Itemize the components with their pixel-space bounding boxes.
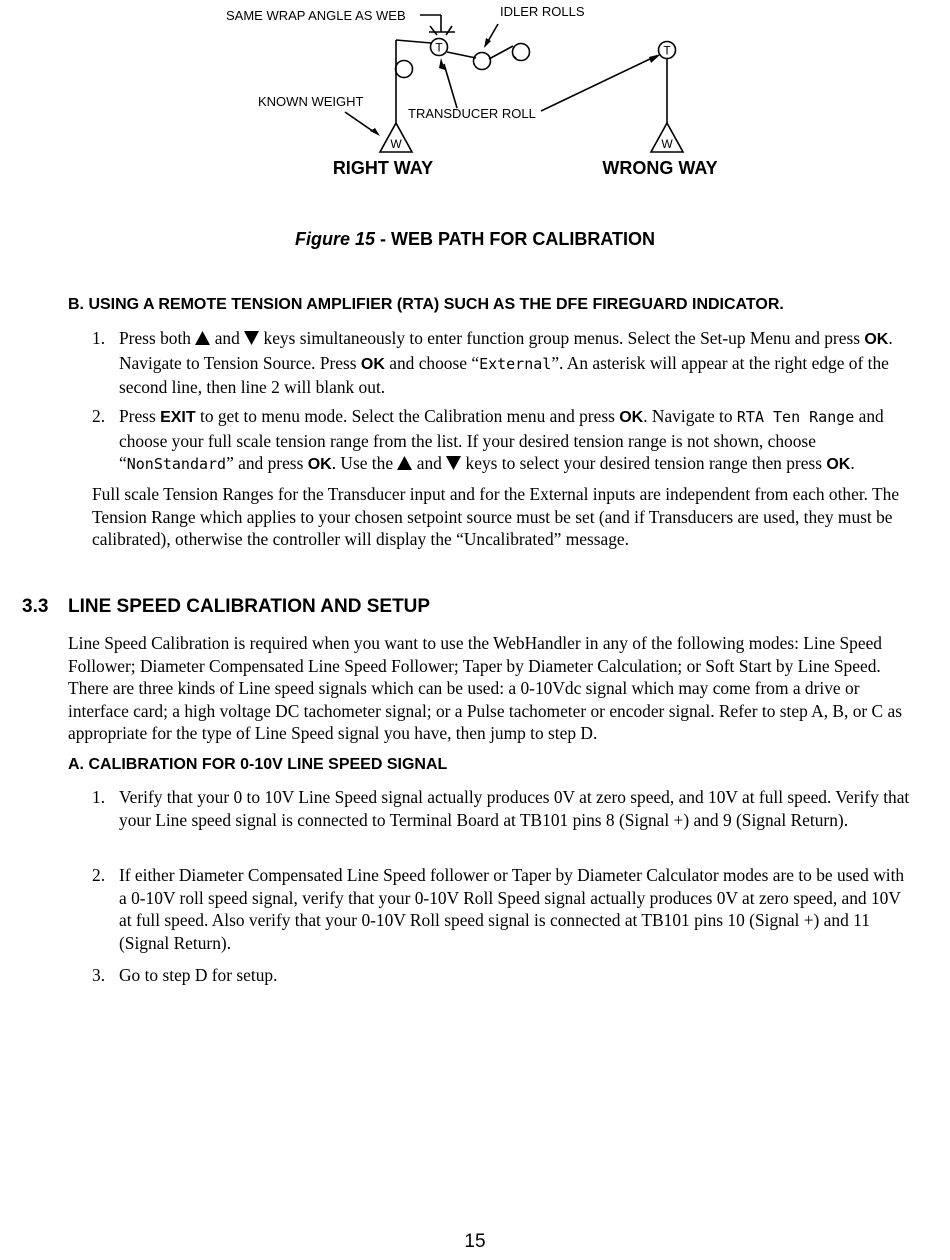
wrap-tick-right <box>446 26 452 35</box>
wrong-way-arrowhead <box>649 54 661 63</box>
item-body <box>119 405 932 477</box>
item-body: Verify that your 0 to 10V Line Speed signal actually produces 0V at zero speed, and 10V at full speed. Verify that your Line speed signal is connected to Terminal Board at TB101 pins 8 (Signal +) and 9 (Signal Return). <box>119 787 910 830</box>
subsection-a-item-2 <box>92 864 912 954</box>
known-weight-arrowhead <box>370 128 380 136</box>
text-run: ” and press <box>226 453 308 473</box>
ok-key-label: OK <box>864 331 889 348</box>
menu-option-rta-ten-range: RTA Ten Range <box>736 408 855 426</box>
text-run: . Navigate to <box>643 406 737 426</box>
caption-separator: - <box>375 229 392 249</box>
item-number: 1. <box>92 328 106 348</box>
wrong-way-roll-letter: T <box>663 43 671 58</box>
label-right-way: RIGHT WAY <box>332 158 434 178</box>
subsection-a-heading: A. CALIBRATION FOR 0-10V LINE SPEED SIGNAL <box>68 756 448 773</box>
idler-roll-2 <box>513 44 530 61</box>
caption-title: WEB PATH FOR CALIBRATION <box>391 229 655 249</box>
section-b-item-1 <box>92 327 932 399</box>
text-run: keys simultaneously to enter function group menus. Select the Set-up Menu and press <box>259 328 865 348</box>
text-run: ”. An asterisk will appear at the right edge of the second line, then line 2 will blank out. <box>119 352 889 397</box>
section-number: 3.3 <box>22 596 49 617</box>
item-number: 2. <box>92 406 106 426</box>
item-number: 2. <box>92 865 106 885</box>
text-run: and choose “ <box>384 352 480 373</box>
ok-key-label: OK <box>826 456 851 473</box>
section-b-paragraph: Full scale Tension Ranges for the Transducer input and for the External inputs are independent from each other. The Tension Range which applies to your chosen setpoint source must be set (and if Transducers are used, they must be calibrated), otherwise the controller will display the “Uncalibrated” message. <box>92 484 900 549</box>
section-b-heading: B. USING A REMOTE TENSION AMPLIFIER (RTA) SUCH AS THE DFE FIREGUARD INDICATOR. <box>68 296 784 313</box>
ok-key-label: OK <box>360 355 385 373</box>
label-wrong-way: WRONG WAY <box>602 158 718 178</box>
item-body: If either Diameter Compensated Line Speed follower or Taper by Diameter Calculator modes are to be used with a 0-10V roll speed signal, verify that your 0-10V Roll Speed signal actually produces 0V at zero speed, and 10V at full speed. Also verify that your 0-10V Roll speed signal is connected at TB101 pins 10 (Signal +) and 11 (Signal Return). <box>119 865 905 953</box>
idler-roll-1 <box>474 53 491 70</box>
section-b-item-2 <box>92 405 932 477</box>
text-run: and choose your full scale tension range from the list. If your desired tension range is not shown, choose “ <box>119 406 884 473</box>
subsection-a-item-3 <box>92 964 912 987</box>
item-number: 3. <box>92 965 106 985</box>
text-run: . Use the <box>331 453 398 473</box>
menu-option-external: External <box>479 354 552 373</box>
text-run: to get to menu mode. Select the Calibration menu and press <box>195 406 620 426</box>
figure-ref: Figure 15 <box>294 229 376 249</box>
text-run: . <box>850 453 855 473</box>
exit-key-label: EXIT <box>160 409 196 426</box>
text-run: . Navigate to Tension Source. Press <box>119 328 893 373</box>
up-triangle-icon <box>195 331 210 345</box>
item-body <box>119 327 932 399</box>
text-run: keys to select your desired tension range then press <box>461 453 827 473</box>
label-transducer-roll: TRANSDUCER ROLL <box>408 106 536 121</box>
web-line-between-idlers <box>489 46 513 59</box>
known-weight-arrow <box>345 112 374 132</box>
ok-key-label: OK <box>619 409 644 426</box>
section-title: LINE SPEED CALIBRATION AND SETUP <box>68 596 431 617</box>
web-line-to-idler <box>447 52 476 58</box>
text-run: and <box>210 328 245 348</box>
label-idler-rolls: IDLER ROLLS <box>500 4 585 19</box>
web-line-to-transducer <box>396 40 431 43</box>
down-triangle-icon <box>446 456 461 470</box>
transducer-to-wrong-arrow <box>541 58 652 111</box>
left-roll <box>396 61 413 78</box>
label-same-wrap-angle: SAME WRAP ANGLE AS WEB <box>226 8 406 23</box>
subsection-a-item-1 <box>92 786 912 831</box>
label-known-weight: KNOWN WEIGHT <box>258 94 364 109</box>
page-number: 15 <box>464 1231 486 1252</box>
wrap-tick-left <box>430 26 437 35</box>
text-run: and <box>412 453 447 473</box>
down-triangle-icon <box>244 331 259 345</box>
ok-key-label: OK <box>307 456 332 473</box>
weight-letter-right: W <box>390 137 402 151</box>
transducer-roll-letter: T <box>435 40 443 55</box>
section-intro: Line Speed Calibration is required when you want to use the WebHandler in any of the following modes: Line Speed Follower; Diameter Compensated Line Speed Follower; Taper by Diameter Calculation; or Soft Start by Line Speed. There are three kinds of Line speed signals which can be used: a 0-10Vdc signal which may come from a drive or interface card; a high voltage DC tachometer signal; or a Pulse tachometer or encoder signal. Refer to step A, B, or C as appropriate for the type of Line Speed signal you have, then jump to step D. <box>68 633 902 743</box>
transducer-roll-arrow <box>444 64 457 108</box>
item-body: Go to step D for setup. <box>119 965 278 985</box>
text-run: Press both <box>119 328 196 348</box>
figure-caption <box>0 229 950 250</box>
item-number: 1. <box>92 787 106 807</box>
text-run: Press <box>119 406 161 426</box>
web-path-figure <box>0 0 950 200</box>
up-triangle-icon <box>397 456 412 470</box>
weight-letter-wrong: W <box>661 137 673 151</box>
menu-option-nonstandard: NonStandard <box>126 455 227 473</box>
